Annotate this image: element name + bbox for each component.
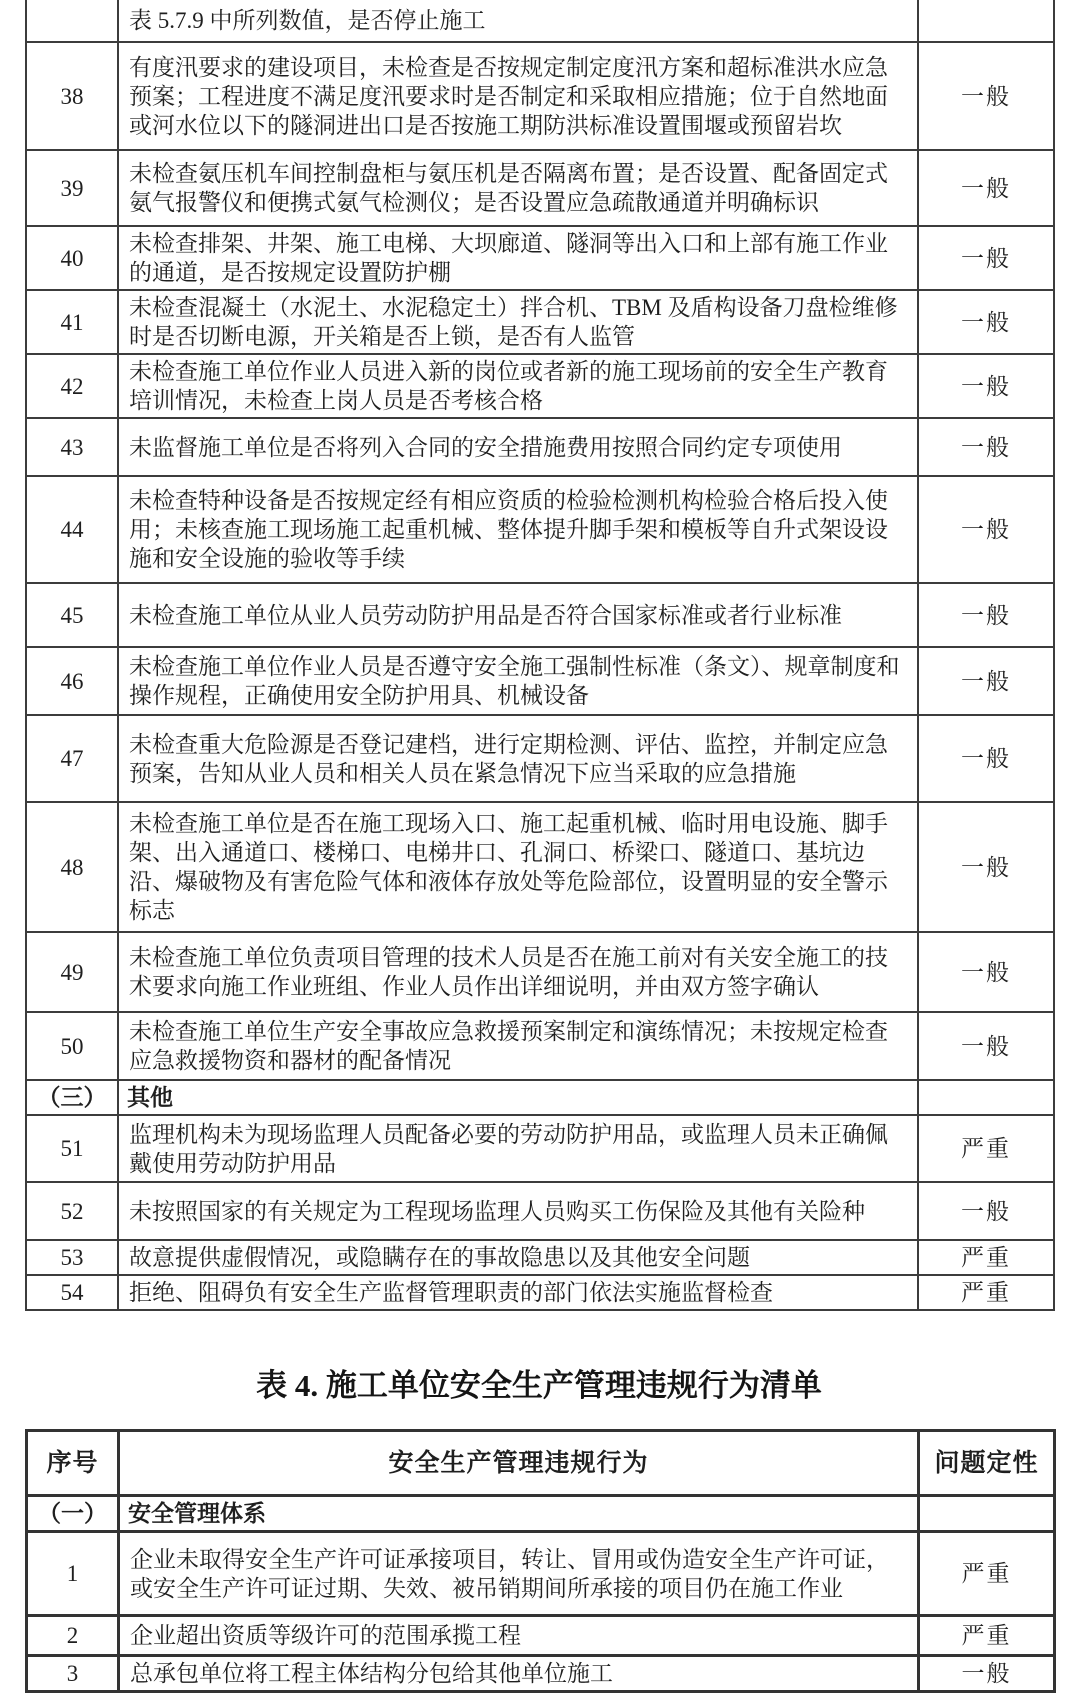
row-number-cell: 48 bbox=[26, 802, 118, 932]
header-serial-number: 序号 bbox=[27, 1431, 119, 1496]
rating-cell: 一般 bbox=[918, 932, 1054, 1012]
rating-cell: 一般 bbox=[918, 150, 1054, 226]
row-number-cell: 53 bbox=[26, 1240, 118, 1275]
table-row bbox=[26, 715, 1054, 802]
violation-text-cell: 未检查氨压机车间控制盘柜与氨压机是否隔离布置；是否设置、配备固定式氨气报警仪和便携式氨气检测仪；是否设置应急疏散通道并明确标识 bbox=[118, 150, 918, 226]
row-number-cell: 43 bbox=[26, 418, 118, 476]
rating-cell: 一般 bbox=[918, 476, 1054, 583]
table-row bbox=[26, 1240, 1054, 1275]
table-row bbox=[26, 1275, 1054, 1310]
row-number-cell: 54 bbox=[26, 1275, 118, 1310]
rating-cell: 一般 bbox=[918, 583, 1054, 647]
row-number-cell: 51 bbox=[26, 1115, 118, 1182]
violation-text-cell: 未检查施工单位负责项目管理的技术人员是否在施工前对有关安全施工的技术要求向施工作业班组、作业人员作出详细说明，并由双方签字确认 bbox=[118, 932, 918, 1012]
table-row bbox=[27, 1532, 1055, 1616]
violation-text-cell: 拒绝、阻碍负有安全生产监督管理职责的部门依法实施监督检查 bbox=[118, 1275, 918, 1310]
section-row-safety-management-system bbox=[27, 1496, 1055, 1532]
violation-text-cell: 未检查重大危险源是否登记建档，进行定期检测、评估、监控，并制定应急预案，告知从业人员和相关人员在紧急情况下应当采取的应急措施 bbox=[118, 715, 918, 802]
row-number-cell: 45 bbox=[26, 583, 118, 647]
violation-text-cell: 企业超出资质等级许可的范围承揽工程 bbox=[119, 1616, 919, 1656]
violation-text-cell: 监理机构未为现场监理人员配备必要的劳动防护用品，或监理人员未正确佩戴使用劳动防护用品 bbox=[118, 1115, 918, 1182]
row-number-cell: 38 bbox=[26, 42, 118, 150]
rating-cell: 一般 bbox=[918, 42, 1054, 150]
rating-cell bbox=[918, 0, 1054, 42]
row-number-cell: （一） bbox=[27, 1496, 119, 1532]
table-row bbox=[26, 583, 1054, 647]
rating-cell: 一般 bbox=[918, 226, 1054, 290]
rating-cell: 一般 bbox=[919, 1656, 1055, 1692]
section-title-cell: 其他 bbox=[118, 1080, 918, 1115]
rating-cell: 严重 bbox=[918, 1115, 1054, 1182]
table-row bbox=[26, 0, 1054, 42]
table-row bbox=[26, 1182, 1054, 1240]
header-issue-rating: 问题定性 bbox=[919, 1431, 1055, 1496]
rating-cell: 一般 bbox=[918, 354, 1054, 418]
violation-text-cell: 未监督施工单位是否将列入合同的安全措施费用按照合同约定专项使用 bbox=[118, 418, 918, 476]
row-number-cell bbox=[26, 0, 118, 42]
section-title-cell: 安全管理体系 bbox=[119, 1496, 919, 1532]
row-number-cell: 52 bbox=[26, 1182, 118, 1240]
table-row bbox=[26, 418, 1054, 476]
row-number-cell: 40 bbox=[26, 226, 118, 290]
table-row bbox=[26, 932, 1054, 1012]
rating-cell: 一般 bbox=[918, 1012, 1054, 1080]
row-number-cell: 42 bbox=[26, 354, 118, 418]
violation-text-cell: 有度汛要求的建设项目，未检查是否按规定制定度汛方案和超标准洪水应急预案；工程进度不满足度汛要求时是否制定和采取相应措施；位于自然地面或河水位以下的隧洞进出口是否按施工期防洪标准设置围堰或预留岩坎 bbox=[118, 42, 918, 150]
row-number-cell: 1 bbox=[27, 1532, 119, 1616]
supervision-violation-table bbox=[25, 0, 1055, 1311]
row-number-cell: 39 bbox=[26, 150, 118, 226]
violation-text-cell: 未按照国家的有关规定为工程现场监理人员购买工伤保险及其他有关险种 bbox=[118, 1182, 918, 1240]
rating-cell: 一般 bbox=[918, 715, 1054, 802]
table-row bbox=[26, 1115, 1054, 1182]
row-number-cell: 47 bbox=[26, 715, 118, 802]
table-row bbox=[26, 802, 1054, 932]
violation-text-cell: 未检查施工单位生产安全事故应急救援预案制定和演练情况；未按规定检查应急救援物资和器材的配备情况 bbox=[118, 1012, 918, 1080]
table-row bbox=[26, 226, 1054, 290]
table-row bbox=[26, 354, 1054, 418]
violation-text-cell: 表 5.7.9 中所列数值，是否停止施工 bbox=[118, 0, 918, 42]
table-row bbox=[26, 476, 1054, 583]
violation-text-cell: 未检查施工单位作业人员是否遵守安全施工强制性标准（条文）、规章制度和操作规程，正确使用安全防护用具、机械设备 bbox=[118, 647, 918, 715]
header-violation-behavior: 安全生产管理违规行为 bbox=[119, 1431, 919, 1496]
table-4-title: 表 4. 施工单位安全生产管理违规行为清单 bbox=[256, 1368, 822, 1403]
row-number-cell: 46 bbox=[26, 647, 118, 715]
rating-cell: 一般 bbox=[918, 290, 1054, 354]
violation-text-cell: 总承包单位将工程主体结构分包给其他单位施工 bbox=[119, 1656, 919, 1692]
table-row bbox=[26, 1012, 1054, 1080]
row-number-cell: 3 bbox=[27, 1656, 119, 1692]
table-row bbox=[26, 150, 1054, 226]
table-row bbox=[27, 1656, 1055, 1692]
violation-text-cell: 故意提供虚假情况，或隐瞒存在的事故隐患以及其他安全问题 bbox=[118, 1240, 918, 1275]
violation-text-cell: 未检查混凝土（水泥土、水泥稳定土）拌合机、TBM 及盾构设备刀盘检维修时是否切断电源，开关箱是否上锁，是否有人监管 bbox=[118, 290, 918, 354]
violation-text-cell: 未检查施工单位从业人员劳动防护用品是否符合国家标准或者行业标准 bbox=[118, 583, 918, 647]
violation-text-cell: 未检查施工单位作业人员进入新的岗位或者新的施工现场前的安全生产教育培训情况，未检查上岗人员是否考核合格 bbox=[118, 354, 918, 418]
table-row bbox=[27, 1616, 1055, 1656]
rating-cell bbox=[919, 1496, 1055, 1532]
rating-cell: 严重 bbox=[918, 1275, 1054, 1310]
table-row bbox=[26, 290, 1054, 354]
violation-text-cell: 未检查特种设备是否按规定经有相应资质的检验检测机构检验合格后投入使用；未核查施工现场施工起重机械、整体提升脚手架和模板等自升式架设设施和安全设施的验收等手续 bbox=[118, 476, 918, 583]
row-number-cell: （三） bbox=[26, 1080, 118, 1115]
rating-cell: 一般 bbox=[918, 1182, 1054, 1240]
header-row bbox=[27, 1431, 1055, 1496]
rating-cell: 一般 bbox=[918, 647, 1054, 715]
row-number-cell: 41 bbox=[26, 290, 118, 354]
rating-cell: 严重 bbox=[918, 1240, 1054, 1275]
rating-cell bbox=[918, 1080, 1054, 1115]
row-number-cell: 50 bbox=[26, 1012, 118, 1080]
construction-unit-violation-table bbox=[25, 1429, 1056, 1693]
table-row bbox=[26, 42, 1054, 150]
row-number-cell: 44 bbox=[26, 476, 118, 583]
row-number-cell: 49 bbox=[26, 932, 118, 1012]
violation-text-cell: 未检查施工单位是否在施工现场入口、施工起重机械、临时用电设施、脚手架、出入通道口、楼梯口、电梯井口、孔洞口、桥梁口、隧道口、基坑边沿、爆破物及有害危险气体和液体存放处等危险部位，设置明显的安全警示标志 bbox=[118, 802, 918, 932]
rating-cell: 一般 bbox=[918, 802, 1054, 932]
rating-cell: 一般 bbox=[918, 418, 1054, 476]
violation-text-cell: 未检查排架、井架、施工电梯、大坝廊道、隧洞等出入口和上部有施工作业的通道，是否按规定设置防护棚 bbox=[118, 226, 918, 290]
rating-cell: 严重 bbox=[919, 1616, 1055, 1656]
table-row bbox=[26, 647, 1054, 715]
violation-text-cell: 企业未取得安全生产许可证承接项目，转让、冒用或伪造安全生产许可证，或安全生产许可证过期、失效、被吊销期间所承接的项目仍在施工作业 bbox=[119, 1532, 919, 1616]
row-number-cell: 2 bbox=[27, 1616, 119, 1656]
section-row-other bbox=[26, 1080, 1054, 1115]
rating-cell: 严重 bbox=[919, 1532, 1055, 1616]
